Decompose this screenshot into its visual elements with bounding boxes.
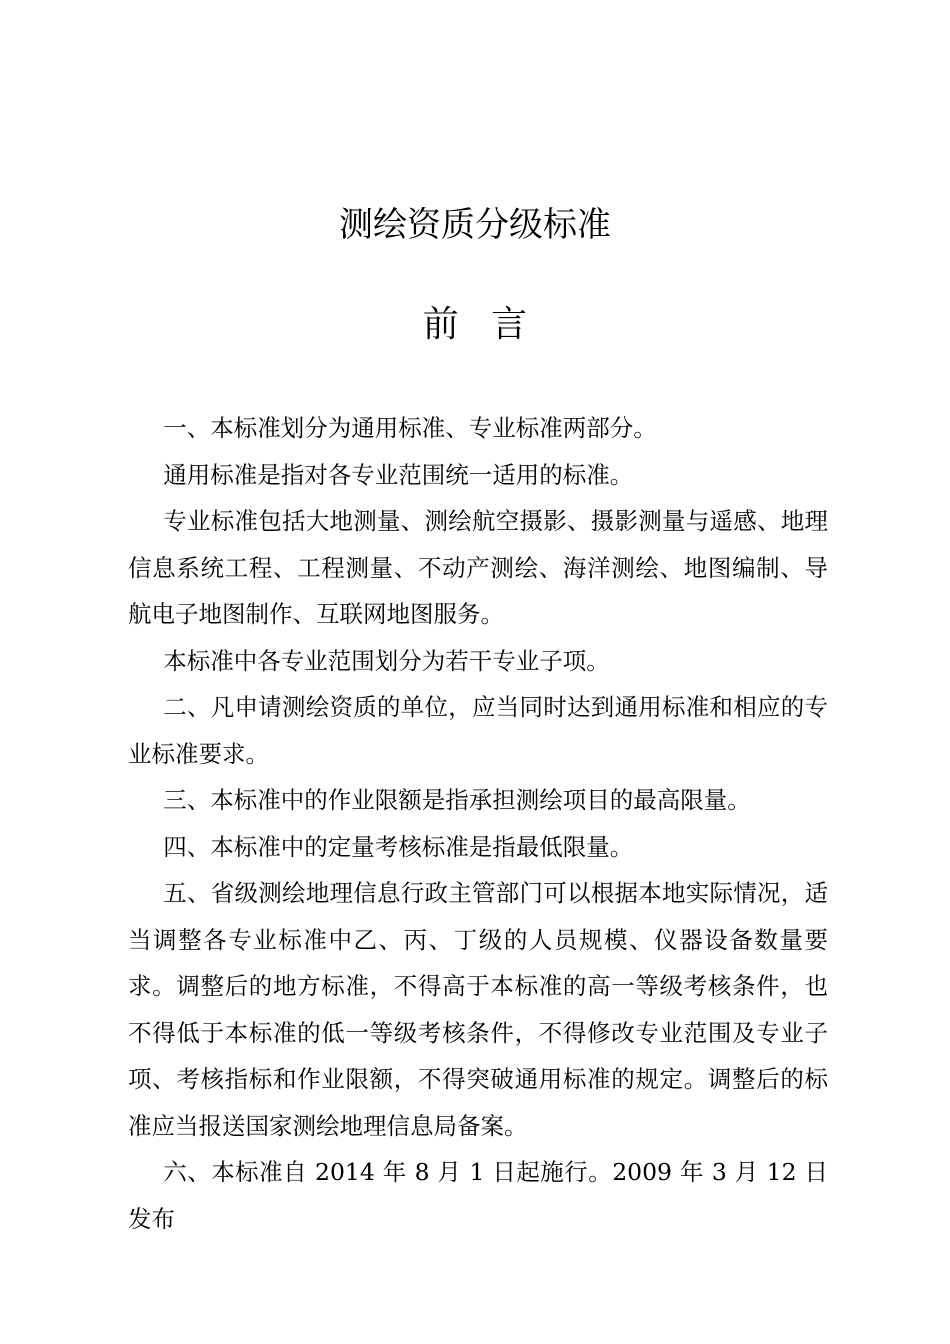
body-text bbox=[128, 405, 828, 1242]
paragraph: 五、省级测绘地理信息行政主管部门可以根据本地实际情况，适当调整各专业标准中乙、丙、丁级的人员规模、仪器设备数量要求。调整后的地方标准，不得高于本标准的高一等级考核条件，也不得低于本标准的低一等级考核条件，不得修改专业范围及专业子项、考核指标和作业限额，不得突破通用标准的规定。调整后的标准应当报送国家测绘地理信息局备案。 bbox=[128, 879, 828, 1140]
paragraph: 四、本标准中的定量考核标准是指最低限量。 bbox=[163, 832, 634, 861]
paragraph: 三、本标准中的作业限额是指承担测绘项目的最高限量。 bbox=[163, 786, 751, 814]
paragraph: 二、凡申请测绘资质的单位，应当同时达到通用标准和相应的专业标准要求。 bbox=[128, 693, 828, 768]
paragraph: 专业标准包括大地测量、测绘航空摄影、摄影测量与遥感、地理信息系统工程、工程测量、不动产测绘、海洋测绘、地图编制、导航电子地图制作、互联网地图服务。 bbox=[128, 507, 828, 628]
paragraph: 一、本标准划分为通用标准、专业标准两部分。 bbox=[163, 414, 657, 442]
paragraph: 通用标准是指对各专业范围统一适用的标准。 bbox=[163, 460, 634, 489]
document-title: 测绘资质分级标准 bbox=[339, 205, 611, 245]
paragraph: 本标准中各专业范围划分为若干专业子项。 bbox=[163, 646, 610, 675]
section-title: 前言 bbox=[422, 304, 560, 345]
paragraph: 六、本标准自 2014 年 8 月 1 日起施行。2009 年 3 月 12 日发布 bbox=[128, 1158, 828, 1233]
